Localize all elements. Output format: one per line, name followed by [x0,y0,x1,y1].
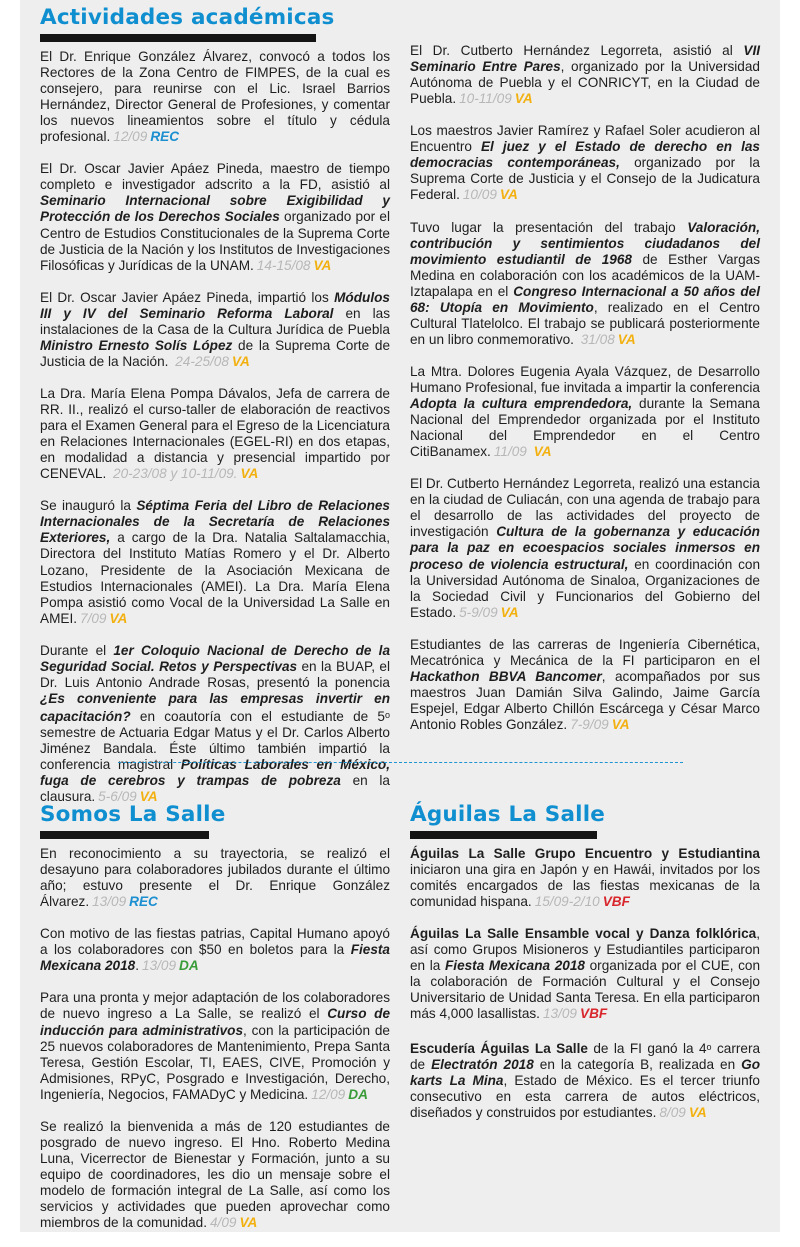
news-item-g3: Escudería Águilas La Salle de la FI ganó la 4$^o$ carrera de Electratón 2018 en la categoría B, realizada en Go karts La Mina, Estado de México. Es el tercer triunfo consecutivo en esta carrera de autos eléctricos, diseñados y construidos por estudiantes. 8/09 VA [410,1040,761,1120]
section-title-academicas: Actividades académicas [40,5,335,30]
section-title-somos: Somos La Salle [40,802,226,827]
news-item-g2: Águilas La Salle Ensamble vocal y Danza folklórica, así como Grupos Misioneros y Estudiantiles participaron en la Fiesta Mexicana 2018 organizada por el CUE, con la colaboración de Formación Cultural y el Consejo Universitario de Unidad Santa Teresa. En ella participaron más 4,000 lasallistas. 13/09 VBF [410,926,761,1022]
news-item-b3: Tuvo lugar la presentación del trabajo Valoración, contribución y sentimientos ciudadanos del movimiento estudiantil de 1968 de Esther Vargas Medina en colaboración con los académicos de la UAM-Iztapalapa en el Congreso Internacional a 50 años del 68: Utopía en Movimiento, realizado en el Centro Cultural Tlatelolco. El trabajo se publicará posteriormente en un libro conmemorativo. 31/08 VA [410,219,761,347]
heading-rule [40,34,316,42]
news-item-a6: Durante el 1er Coloquio Nacional de Derecho de la Seguridad Social. Retos y Perspectivas en la BUAP, el Dr. Luis Antonio Andrade Rosas, presentó la ponencia ¿Es conveniente para las empresas invertir en capacitación? en coautoría con el estudiante de 5$^o$ semestre de Actuaria Edgar Matus y el Dr. Carlos Alberto Jiménez Bandala. Éste último también impartió la conferencia magistral Políticas Laborales en México, fuga de cerebros y trampas de pobreza en la clausura. 5-6/09 VA [40,642,391,805]
column-somos [40,801,390,1247]
section-divider [118,762,683,763]
news-item-g1: Águilas La Salle Grupo Encuentro y Estudiantina iniciaron una gira en Japón y en Hawái, invitados por los comités encargados de las fiestas mexicanas de la comunidad hispana. 15/09-2/10 VBF [410,846,760,910]
news-item-b2: Los maestros Javier Ramírez y Rafael Soler acudieron al Encuentro El juez y el Estado de derecho en las democracias contemporáneas, organizado por la Suprema Corte de Justicia y el Consejo de la Judicatura Federal. 10/09 VA [410,123,760,203]
news-item-a3: El Dr. Oscar Javier Apáez Pineda, impartió los Módulos III y IV del Seminario Reforma Laboral en las instalaciones de la Casa de la Cultura Jurídica de Puebla Ministro Ernesto Solís López de la Suprema Corte de Justicia de la Nación. 24-25/08 VA [40,289,391,369]
news-item-a4: La Dra. María Elena Pompa Dávalos, Jefa de carrera de RR. II., realizó el curso-taller de elaboración de reactivos para el Examen General para el Egreso de la Licenciatura en Relaciones Internacionales (EGEL-RI) en dos etapas, en modalidad a distancia y presencial impartido por CENEVAL. 20-23/08 y 10-11/09. VA [40,385,390,482]
section-title-aguilas: Águilas La Salle [410,802,606,827]
news-item-s1: En reconocimiento a su trayectoria, se realizó el desayuno para colaboradores jubilados durante el último año; estuvo presente el Dr. Enrique González Álvarez. 13/09 REC [40,846,390,910]
news-item-a5: Se inauguró la Séptima Feria del Libro de Relaciones Internacionales de la Secretaría de Relaciones Exteriores, a cargo de la Dra. Natalia Saltalamacchia, Directora del Instituto Matías Romero y el Dr. Alberto Lozano, Presidente de la Asociación Mexicana de Estudios Internacionales (AMEI). La Dra. María Elena Pompa asistió como Vocal de la Universidad La Salle en AMEI. 7/09 VA [40,498,390,626]
column-aguilas [410,801,760,1137]
news-item-b4: La Mtra. Dolores Eugenia Ayala Vázquez, de Desarrollo Humano Profesional, fue invitada a impartir la conferencia Adopta la cultura emprendedora, durante la Semana Nacional del Emprendedor organizada por el Instituto Nacional del Emprendedor en el Centro CitiBanamex. 11/09 VA [410,363,760,460]
news-item-s3: Para una pronta y mejor adaptación de los colaboradores de nuevo ingreso a La Salle, se realizó el Curso de inducción para administrativos, con la participación de 25 nuevos colaboradores de Mantenimiento, Prepa Santa Teresa, Gestión Escolar, TI, EAES, CIVE, Promoción y Admisiones, RPyC, Posgrado e Investigación, Derecho, Ingeniería, Negocios, FAMADyC y Medicina. 12/09 DA [40,990,391,1102]
news-item-a2: El Dr. Oscar Javier Apáez Pineda, maestro de tiempo completo e investigador adscrito a la FD, asistió al Seminario Internacional sobre Exigibilidad y Protección de los Derechos Sociales organizado por el Centro de Estudios Constitucionales de la Suprema Corte de Justicia de la Nación y los Institutos de Investigaciones Filosóficas y Jurídicas de la UNAM. 14-15/08 VA [40,161,391,273]
news-item-b6: Estudiantes de las carreras de Ingeniería Cibernética, Mecatrónica y Mecánica de la FI participaron en el Hackathon BBVA Bancomer, acompañados por sus maestros Juan Damián Silva Galindo, Jaime García Espejel, Edgar Alberto Chillón Escárcega y César Marco Antonio Robles González. 7-9/09 VA [410,636,760,732]
column-academicas-left [40,4,390,821]
news-item-b5: El Dr. Cutberto Hernández Legorreta, realizó una estancia en la ciudad de Culiacán, con una agenda de trabajo para el desarrollo de las actividades del proyecto de investigación Cultura de la gobernanza y educación para la paz en ecoespacios sociales inmersos en proceso de violencia estructural, en coordinación con la Universidad Autónoma de Sinaloa, Organizaciones de la Sociedad Civil y Funcionarios del Gobierno del Estado. 5-9/09 VA [410,476,761,620]
news-item-b1: El Dr. Cutberto Hernández Legorreta, asistió al VII Seminario Entre Pares, organizado por la Universidad Autónoma de Puebla y el CONRICYT, en la Ciudad de Puebla. 10-11/09 VA [410,43,761,107]
news-item-s2: Con motivo de las fiestas patrias, Capital Humano apoyó a los colaboradores con $50 en boletos para la Fiesta Mexicana 2018. 13/09 DA [40,926,390,974]
heading-rule [410,831,597,839]
column-academicas-right [410,43,760,749]
news-item-a1: El Dr. Enrique González Álvarez, convocó a todos los Rectores de la Zona Centro de FIMPES, de la cual es consejero, para reunirse con el Lic. Israel Barrios Hernández, Director General de Profesiones, y comentar los nuevos lineamientos sobre el título y cédula profesional. 12/09 REC [40,49,390,145]
news-item-s4: Se realizó la bienvenida a más de 120 estudiantes de posgrado de nuevo ingreso. El Hno. Roberto Medina Luna, Vicerrector de Bienestar y Formación, junto a su equipo de coordinadores, les dio un mensaje sobre el modelo de formación integral de La Salle, así como los servicios y actividades que pueden aprovechar como miembros de la comunidad. 4/09 VA [40,1118,390,1231]
heading-rule [40,831,209,839]
